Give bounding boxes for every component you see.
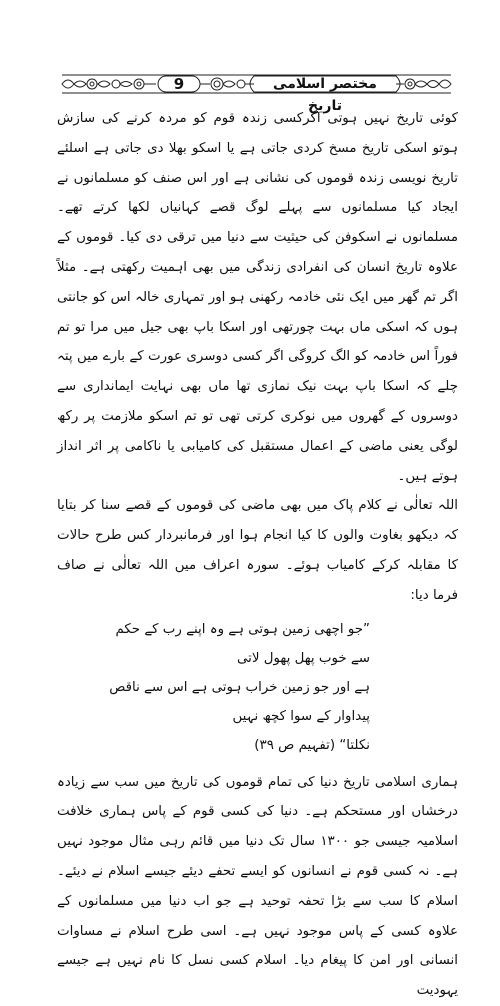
page-body	[57, 104, 458, 1006]
page-header	[60, 72, 453, 114]
quran-quote	[57, 615, 458, 760]
quote-line-2: ہے اور جو زمین خراب ہوتی ہے اس سے ناقص پیداوار کے سوا کچھ نہیں	[109, 679, 370, 724]
left-ornament-icon	[62, 79, 156, 89]
quote-line-1: ”جو اچھی زمین ہوتی ہے وہ اپنے رب کے حکم سے خوب پھل پھول لاتی	[115, 621, 370, 666]
book-title: مختصر اسلامی تاریخ	[273, 76, 377, 114]
middle-ornament-icon	[200, 78, 254, 90]
quote-line-3: نکلتا“ (تفہیم ص ۳۹)	[254, 737, 370, 753]
paragraph-quran-stories: اللہ تعالٰی نے کلام پاک میں بھی ماضی کی قوموں کے قصے سنا کر بتایا کہ دیکھو بغاوت والوں کا کیا انجام ہوا اور فرمانبردار کس طرح حالات کا مقابلہ کرکے کامیاب ہوئے۔ سورہ اعراف میں اللہ تعالٰی نے صاف فرما دیا:	[57, 498, 458, 603]
paragraph-islamic-history: ہماری اسلامی تاریخ دنیا کی تمام قوموں کی تاریخ میں سب سے زیادہ درخشاں اور مستحکم ہے۔ دنیا کی کسی قوم کے پاس ہماری خلافت اسلامیہ جیسی جو ۱۳۰۰ سال تک دنیا میں قائم رہی مثال موجود نہیں ہے۔ نہ کسی قوم نے انسانوں کو ایسے تحفے دیئے جیسے اسلام نے دیئے۔ اسلام کا سب سے بڑا تحفہ توحید ہے جو اب دنیا میں مسلمانوں کے علاوہ کسی کے پاس موجود نہیں ہے۔ اسی طرح اسلام نے مساوات انسانی اور امن کا پیغام دیا۔ اسلام کسی نسل کا نام نہیں ہے جیسے یہودیت	[57, 774, 458, 999]
paragraph-history-importance: کوئی تاریخ نہیں ہوتی اگرکسی زندہ قوم کو مردہ کرنے کی سازش ہوتو اسکی تاریخ مسخ کردی جاتی ہے یا اسکو بھلا دی جاتی ہے اسلئے تاریخ نویسی زندہ قوموں کی نشانی ہے اور اس صنف کو مسلمانوں نے ایجاد کیا مسلمانوں سے پہلے لوگ قصے کہانیاں لکھا کرتے تھے۔ مسلمانوں نے اسکوفن کی حیثیت سے دنیا میں ترقی دی کیا۔ قوموں کے علاوہ تاریخ انسان کی انفرادی زندگی میں بھی اہمیت رکھتی ہے۔ مثلاً اگر تم گھر میں ایک نئی خادمہ رکھنی ہو اور تمہاری خالہ اس کو جانتی ہوں کہ اسکی ماں بہت چورتھی اور اسکا باپ بھی جیل میں مرا تو تم فوراً اس خادمہ کو الگ کروگی اگر کسی دوسری عورت کے بارے میں پتہ چلے کہ اسکا باپ بہت نیک نمازی تھا ماں بھی نہایت ایمانداری سے دوسروں کے گھروں میں نوکری کرتی تھی تو تم اسکو ملازمت پر رکھ لوگی یعنی ماضی کے اعمال مستقبل کی کامیابی یا ناکامی پر اثر انداز ہوتے ہیں۔	[57, 111, 458, 484]
page-number: 9	[173, 75, 185, 93]
right-ornament-icon	[396, 79, 451, 89]
